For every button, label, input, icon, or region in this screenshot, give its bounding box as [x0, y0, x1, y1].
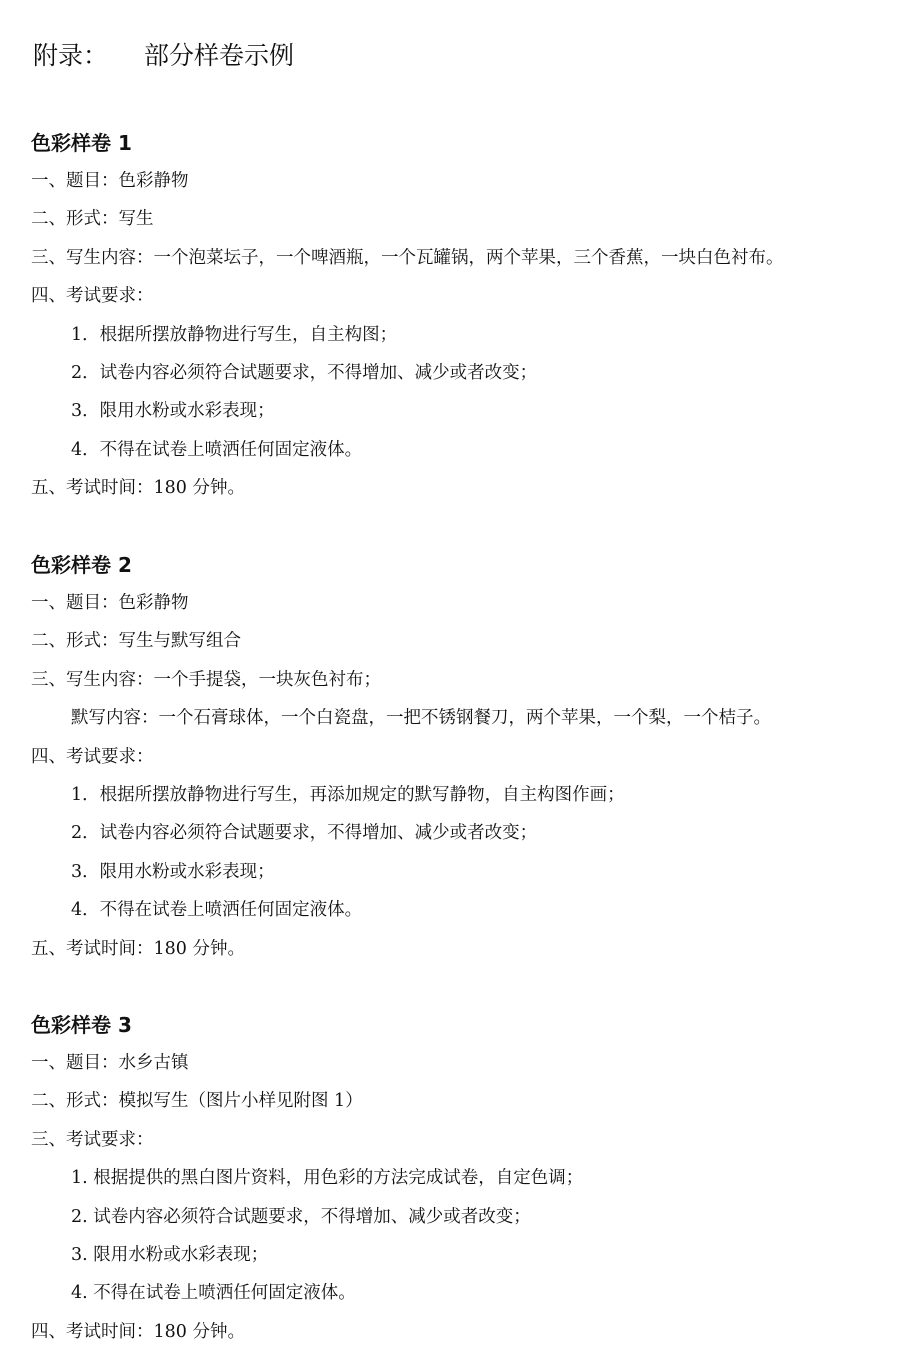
sketch-content: 三、写生内容：一个泡菜坛子，一个啤酒瓶，一个瓦罐锅，两个苹果，三个香蕉，一块白色衬布。 [31, 247, 784, 268]
question-format: 二、形式：模拟写生（图片小样见附图 1） [31, 1091, 363, 1112]
requirement-item: 1．根据所摆放静物进行写生，自主构图； [71, 324, 398, 345]
page-title-main: 部分样卷示例 [144, 41, 295, 70]
question-topic: 一、题目：色彩静物 [31, 171, 189, 191]
question-topic: 一、题目：色彩静物 [31, 593, 189, 613]
requirement-item: 4．不得在试卷上喷洒任何固定液体。 [71, 900, 363, 921]
exam-requirements-heading: 三、考试要求： [31, 1129, 154, 1150]
requirement-item: 4. 不得在试卷上喷洒任何固定液体。 [71, 1283, 356, 1304]
page-title-prefix: 附录： [33, 41, 109, 70]
sample-paper-2 [0, 546, 900, 968]
question-topic: 一、题目：水乡古镇 [31, 1053, 189, 1073]
page-title [33, 38, 294, 74]
question-format: 二、形式：写生 [31, 209, 154, 230]
requirement-item: 2. 试卷内容必须符合试题要求，不得增加、减少或者改变； [71, 1206, 531, 1227]
requirement-item: 2．试卷内容必须符合试题要求，不得增加、减少或者改变； [71, 823, 538, 844]
requirement-item: 1．根据所摆放静物进行写生，再添加规定的默写静物，自主构图作画； [71, 784, 625, 805]
section-title: 色彩样卷 3 [31, 1013, 132, 1037]
sample-paper-3 [0, 1006, 900, 1351]
sketch-content: 三、写生内容：一个手提袋，一块灰色衬布； [31, 669, 381, 690]
question-format: 二、形式：写生与默写组合 [31, 631, 241, 652]
exam-requirements-heading: 四、考试要求： [31, 746, 154, 767]
section-title: 色彩样卷 2 [31, 553, 132, 577]
exam-time: 四、考试时间：180 分钟。 [31, 1321, 245, 1342]
requirement-item: 2．试卷内容必须符合试题要求，不得增加、减少或者改变； [71, 362, 538, 383]
exam-requirements-heading: 四、考试要求： [31, 286, 154, 307]
section-title: 色彩样卷 1 [31, 131, 132, 155]
memory-content: 默写内容：一个石膏球体，一个白瓷盘，一把不锈钢餐刀，两个苹果，一个梨，一个桔子。 [71, 708, 771, 729]
exam-time: 五、考试时间：180 分钟。 [31, 938, 245, 959]
requirement-item: 3. 限用水粉或水彩表现； [71, 1244, 269, 1265]
sample-paper-1 [0, 124, 900, 508]
requirement-item: 4．不得在试卷上喷洒任何固定液体。 [71, 439, 363, 460]
requirement-item: 3．限用水粉或水彩表现； [71, 861, 275, 882]
exam-time: 五、考试时间：180 分钟。 [31, 478, 245, 499]
requirement-item: 1. 根据提供的黑白图片资料，用色彩的方法完成试卷，自定色调； [71, 1168, 584, 1189]
requirement-item: 3．限用水粉或水彩表现； [71, 401, 275, 422]
